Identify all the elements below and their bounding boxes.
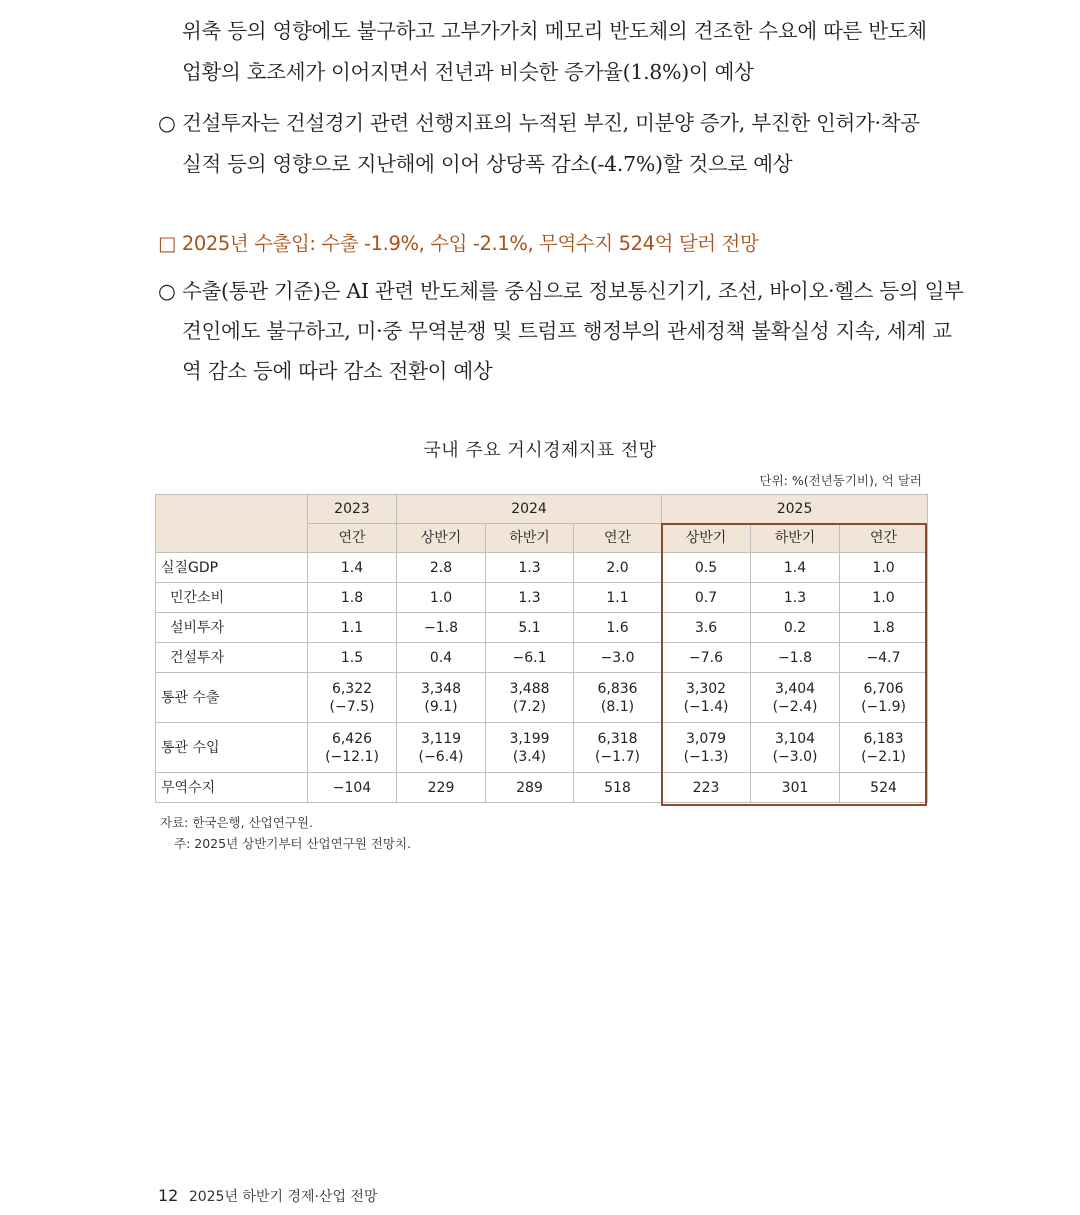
- row-label: 실질GDP: [156, 553, 308, 583]
- table-row: [156, 723, 928, 773]
- table-cell: 1.8: [840, 613, 928, 643]
- table-cell: −1.8: [751, 643, 840, 673]
- cell-change: (−1.9): [861, 698, 906, 715]
- table-cell: 301: [751, 773, 840, 803]
- table-cell: [751, 723, 840, 773]
- table-cell: 518: [574, 773, 662, 803]
- cell-change: (−1.3): [683, 748, 729, 765]
- table-cell: 0.2: [751, 613, 840, 643]
- cell-value: 6,322: [331, 680, 373, 697]
- table-row: [156, 583, 928, 613]
- table-row: [156, 553, 928, 583]
- row-label: 민간소비: [156, 583, 308, 613]
- cell-change: (9.1): [424, 698, 458, 715]
- table-cell: 0.7: [662, 583, 751, 613]
- table-cell: 1.0: [397, 583, 486, 613]
- table-cell: 1.4: [308, 553, 397, 583]
- cell-value: 3,119: [420, 730, 462, 747]
- row-label: 무역수지: [156, 773, 308, 803]
- table-cell: [486, 673, 574, 723]
- period-header: 하반기: [751, 524, 840, 553]
- table-cell: [397, 673, 486, 723]
- table-cell: −6.1: [486, 643, 574, 673]
- table-cell: 1.4: [751, 553, 840, 583]
- table-cell: 223: [662, 773, 751, 803]
- trade-outlook-heading: □ 2025년 수출입: 수출 -1.9%, 수입 -2.1%, 무역수지 524억 달러 전망: [158, 232, 759, 255]
- header-blank-cell: [156, 495, 308, 553]
- page-footer: [158, 1186, 377, 1206]
- cell-change: (−2.1): [861, 748, 906, 765]
- cell-change: (−6.4): [418, 748, 464, 765]
- table-row: [156, 673, 928, 723]
- cell-change: (−3.0): [772, 748, 818, 765]
- period-header: 연간: [574, 524, 662, 553]
- publication-title: 2025년 하반기 경제·산업 전망: [188, 1189, 378, 1205]
- table-source: 자료: 한국은행, 산업연구원.: [160, 815, 313, 830]
- table-cell: 1.0: [840, 553, 928, 583]
- table-cell: −7.6: [662, 643, 751, 673]
- cell-value: 3,488: [509, 680, 550, 697]
- table-notes: [160, 812, 411, 854]
- table-cell: −1.8: [397, 613, 486, 643]
- table-cell: [574, 673, 662, 723]
- table-cell: 2.8: [397, 553, 486, 583]
- table-cell: [574, 723, 662, 773]
- table-cell: 1.0: [840, 583, 928, 613]
- table-footnote: 주: 2025년 상반기부터 산업연구원 전망치.: [174, 836, 412, 851]
- table-cell: 1.6: [574, 613, 662, 643]
- period-header: 연간: [308, 524, 397, 553]
- table-cell: 0.4: [397, 643, 486, 673]
- table-cell: −4.7: [840, 643, 928, 673]
- cell-value: 3,404: [774, 680, 816, 697]
- cell-change: (−12.1): [325, 748, 379, 765]
- row-label: 설비투자: [156, 613, 308, 643]
- cell-change: (7.2): [512, 698, 547, 715]
- table-cell: 1.8: [308, 583, 397, 613]
- table-cell: [751, 673, 840, 723]
- table-cell: [840, 673, 928, 723]
- table-cell: 1.1: [308, 613, 397, 643]
- cell-value: 6,836: [597, 680, 638, 697]
- cell-value: 3,079: [685, 730, 727, 747]
- exports-line-1: 수출(통관 기준)은 AI 관련 반도체를 중심으로 정보통신기기, 조선, 바이오·헬스 등의 일부: [182, 279, 964, 303]
- cell-value: 6,426: [331, 730, 373, 747]
- cell-value: 6,318: [597, 730, 638, 747]
- table-cell: 2.0: [574, 553, 662, 583]
- cell-change: (−1.4): [683, 698, 729, 715]
- cell-value: 3,199: [509, 730, 550, 747]
- period-header: 상반기: [397, 524, 486, 553]
- cell-value: 6,183: [863, 730, 904, 747]
- table-cell: [308, 673, 397, 723]
- table-cell: 524: [840, 773, 928, 803]
- intro-line-2: 업황의 호조세가 이어지면서 전년과 비슷한 증가율(1.8%)이 예상: [182, 60, 754, 84]
- table-cell: 1.3: [486, 553, 574, 583]
- table-cell: 3.6: [662, 613, 751, 643]
- table-cell: 1.5: [308, 643, 397, 673]
- table-cell: 5.1: [486, 613, 574, 643]
- row-label: 통관 수입: [156, 723, 308, 773]
- table-title: 국내 주요 거시경제지표 전망: [423, 440, 657, 461]
- page-number: 12: [158, 1186, 179, 1205]
- table-cell: [840, 723, 928, 773]
- cell-change: (−7.5): [329, 698, 375, 715]
- year-header: 2024: [397, 495, 662, 524]
- construction-line-1: 건설투자는 건설경기 관련 선행지표의 누적된 부진, 미분양 증가, 부진한 인허가·착공: [182, 111, 920, 135]
- table-cell: [486, 723, 574, 773]
- table-cell: 229: [397, 773, 486, 803]
- table-unit: 단위: %(전년동기비), 억 달러: [759, 473, 922, 488]
- year-header: 2025: [662, 495, 928, 524]
- table-cell: 1.1: [574, 583, 662, 613]
- table-cell: [397, 723, 486, 773]
- cell-value: 3,104: [774, 730, 816, 747]
- circle-bullet-icon: ○: [158, 111, 176, 135]
- row-label: 건설투자: [156, 643, 308, 673]
- circle-bullet-icon: ○: [158, 279, 176, 303]
- cell-change: (−1.7): [595, 748, 640, 765]
- year-header: 2023: [308, 495, 397, 524]
- exports-line-2: 견인에도 불구하고, 미·중 무역분쟁 및 트럼프 행정부의 관세정책 불확실성 지속, 세계 교: [182, 319, 952, 343]
- table-cell: 1.3: [751, 583, 840, 613]
- table-cell: [308, 723, 397, 773]
- cell-value: 3,348: [420, 680, 462, 697]
- row-label: 통관 수출: [156, 673, 308, 723]
- cell-change: (−2.4): [772, 698, 818, 715]
- cell-value: 6,706: [863, 680, 904, 697]
- intro-line-1: 위축 등의 영향에도 불구하고 고부가가치 메모리 반도체의 견조한 수요에 따른 반도체: [182, 19, 927, 43]
- table-cell: −3.0: [574, 643, 662, 673]
- period-header: 하반기: [486, 524, 574, 553]
- table-cell: [662, 723, 751, 773]
- table-cell: −104: [308, 773, 397, 803]
- table-cell: [662, 673, 751, 723]
- table-cell: 0.5: [662, 553, 751, 583]
- exports-line-3: 역 감소 등에 따라 감소 전환이 예상: [182, 359, 493, 383]
- period-header: 연간: [840, 524, 928, 553]
- table-cell: 289: [486, 773, 574, 803]
- period-header: 상반기: [662, 524, 751, 553]
- macro-indicator-table: [155, 494, 928, 803]
- table-cell: 1.3: [486, 583, 574, 613]
- table-row: [156, 773, 928, 803]
- cell-change: (8.1): [600, 698, 635, 715]
- table-row: [156, 643, 928, 673]
- table-row: [156, 613, 928, 643]
- cell-change: (3.4): [512, 748, 547, 765]
- construction-line-2: 실적 등의 영향으로 지난해에 이어 상당폭 감소(-4.7%)할 것으로 예상: [182, 152, 793, 176]
- cell-value: 3,302: [685, 680, 727, 697]
